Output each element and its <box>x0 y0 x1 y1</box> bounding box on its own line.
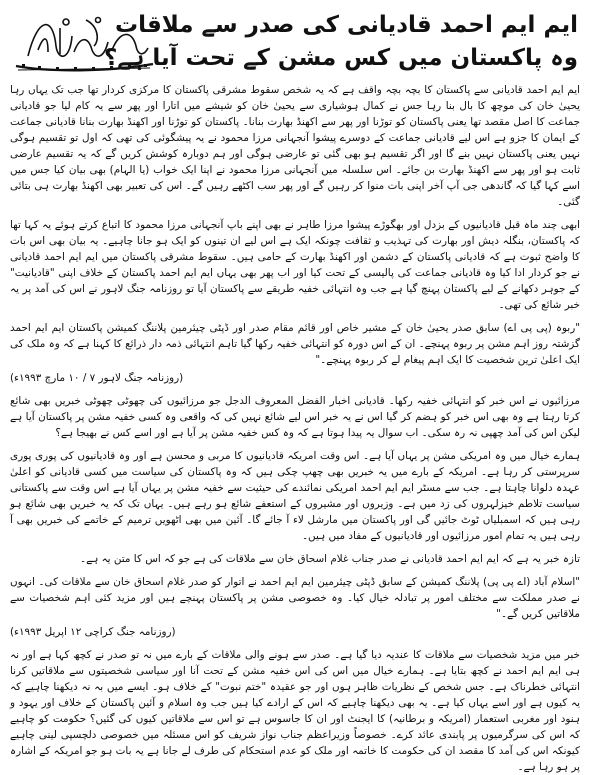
paragraph-5: تازہ خبر یہ ہے کہ ایم ایم احمد قادیانی نے صدر جناب غلام اسحاق خان سے ملاقات کی ہے جو کہ اس کا متن یہ ہے۔ <box>80 553 580 565</box>
citation-2 <box>10 624 580 640</box>
page-header <box>6 4 582 78</box>
headline-line-2: وہ پاکستان میں کس مشن کے تحت آیا ہے؟ <box>104 45 578 71</box>
paragraph-4: ہمارے خیال میں وہ امریکی مشن پر یہاں آیا ہے۔ اس وقت امریکہ قادیانیوں کا مربی و محسن ہے اور وہ قادیانیوں کی پوری پوری سرپرستی کر رہا ہے۔ امریکہ کے بارے میں یہ خبریں بھی چھپ چکی ہیں کہ وہ پاکستان کی سیاست میں کسی قادیانی کو اعلیٰ عہدہ دلوانا چاہتا ہے۔ جب سے مسٹر ایم ایم احمد امریکی نمائندے کی حیثیت سے خفیہ مشن پر یہاں آیا ہے اس وقت سے پاکستانی سیاست تلاطم خیزلہروں کی زد میں ہے۔ وزیروں اور مشیروں کے استعفے شائع ہو رہے ہیں۔ یہاں تک کہ یہ خبریں بھی شائع ہو رہی ہیں کہ اسمبلیاں ٹوٹ جائیں گی اور پاکستان میں مارشل لاء آ جائے گا۔ آئین میں بھی اٹھویں ترمیم کے خاتمے کی خبریں بھی آ رہی ہیں یہ تمام امور مرزائیوں اور قادیانیوں کے مفاد میں ہیں۔ <box>10 450 580 542</box>
headline-line-1: ایم ایم احمد قادیانی کی صدر سے ملاقات <box>114 12 578 38</box>
paragraph-2: ابھی چند ماہ قبل قادیانیوں کے بزدل اور بھگوڑے پیشوا مرزا طاہر نے بھی اپنے باپ آنجہانی مرزا محمود کا اتباع کرتے ہوئے یہ کہا تھا کہ پاکستان، بنگلہ دیش اور بھارت کی تہذیب و ثقافت چونکہ ایک ہے اس لیے ان تینوں کو ایک ہو جانا چاہیے۔ یہ بیان بھی اس بات کا واضح ثبوت ہے کہ قادیانی پاکستان کے دشمن اور اکھنڈ بھارت کے حامی ہیں۔ سقوط مشرقی پاکستان میں ایم ایم احمد قادیانی نے جو کردار ادا کیا وہ قادیانی جماعت کی پالیسی کے تحت کیا اور اب پھر بھی یہاں ایم ایم احمد پاکستان کے خلاف اپنی "قادیانیت" کے جوہر دکھانے کے لیے پاکستان پہنچ گیا ہے جب وہ انتہائی خفیہ طریقے سے پاکستان آیا تو روزنامہ جنگ لاہور نے اس کی آمد پر یہ خبر شائع کی تھی۔ <box>10 219 580 311</box>
paragraph-1: ایم ایم احمد قادیانی سے پاکستان کا بچہ بچہ واقف ہے کہ یہ شخص سقوط مشرقی پاکستان کا مرکزی کردار تھا جب تک یہاں رہا یحییٰ خان کی موچھ کا بال بنا رہا جس نے کمال ہوشیاری سے یحییٰ خان کو شیشے میں اتارا اور پھر سے یہ کام لیا جو قادیانی جماعت کا اصل مقصد تھا یعنی پاکستان کو توڑنا اور پھر سے اکھنڈ بھارت بنانا۔ پاکستان کو توڑنا اور اکھنڈ بھارت بنانا قادیانی جماعت کے ایمان کا جزو ہے اس لیے قادیانی جماعت کے دوسرے پیشوا آنجہانی مرزا محمود نے یہ پیشگوئی کی تھی کہ اول تو تقسیم ہوگی نہیں یعنی پاکستان نہیں بنے گا اور اگر تقسیم ہو بھی گئی تو عارضی ہوگی اور ہم دوبارہ کوشش کریں گے کہ یہ تقسیم عارضی ثابت ہو اور پھر سے اکھنڈ بھارت بن جائے۔ اس سلسلہ میں آنجہانی مرزا محمود نے اپنا ایک خواب (یا الہام) بھی بیان کیا جس میں اسے کہا گیا کہ گاندھی جی آپ آخر اپنی بات منوا کر رہیں گے اور پھر سب اکٹھے رہیں گے۔ اس کی تعبیر بھی اکھنڈ بھارت ہی بتائی گئی۔ <box>10 84 580 208</box>
paragraph-3: مرزائیوں نے اس خبر کو انتہائی خفیہ رکھا۔ قادیانی اخبار الفضل المعروف الدجل جو مرزائیوں کی چھوٹی چھوٹی خبریں بھی شائع کرتا رہتا ہے وہ بھی اس خبر کو ہضم کر گیا اس نے یہ خبر اس لیے شائع نہیں کی کہ واقعی وہ کسی خفیہ مشن پر پاکستان آیا ہے لیکن اس کی آمد چھپی نہ رہ سکی۔ اب سوال یہ پیدا ہوتا ہے کہ وہ کس خفیہ مشن پر آیا ہے اور اسے کس نے بھیجا ہے؟ <box>10 395 580 439</box>
quote-1: "ربوہ (پی پی اے) سابق صدر یحییٰ خان کے مشیر خاص اور قائم مقام صدر اور ڈپٹی چیئرمین پلاننگ کمیشن پاکستان ایم ایم احمد گزشتہ روز اہم مشن پر ربوہ پہنچے۔ ان کے اس دورہ کو انتہائی خفیہ رکھا گیا تاہم انتہائی ذمہ دار ذرائع کا کہنا ہے کہ وہ ملک کی ایک اعلیٰ ترین شخصیت کا ایک اہم پیغام لے کر ربوہ پہنچے۔" <box>10 322 580 366</box>
paragraph-6: خبر میں مزید شخصیات سے ملاقات کا عندیہ دیا گیا ہے۔ صدر سے ہونے والی ملاقات کے بارے میں نہ تو صدر نے کچھ کہا ہے اور نہ ہی ایم ایم احمد نے کچھ بتایا ہے۔ ہمارے خیال میں اس کی اس خفیہ مشن کے تحت آنا اور سیاسی شخصیتوں سے ملاقاتیں کرنا انتہائی خطرناک ہے۔ جس شخص کے نظریات ظاہر ہوں اور جو عقیدہ "ختم نبوت" کے خلاف ہو۔ ایسے میں بہ نہ دیکھنا چاہیے کہ یہ کیوں ہے اور اسے یہاں کیا ہے۔ یہ بھی دیکھنا چاہیے کہ اس کے ارادے کیا ہیں جب وہ اسلام و آئین پاکستان کے خلاف اور یہود و ہنود اور مغربی استعمار (امریکہ و برطانیہ) کا ایجنٹ اور ان کا جاسوس ہے تو اس سے ملاقاتیں کیوں کی گئیں؟ حکومت کو چاہیے کہ اس کی سرگرمیوں پر پابندی عائد کرے۔ خصوصاً وزیراعظم جناب نواز شریف کو اس مسئلہ میں خصوصی دلچسپی لینی چاہیے کیونکہ اس کی آمد کا مقصد ان کی حکومت کا خاتمہ اور ملک کو عدم استحکام کی طرف لے جانا ہے یہ بات ہو جو امریکہ کے اشارہ پر ہو رہا ہے۔ <box>10 649 580 773</box>
citation-1-text: (روزنامہ جنگ لاہور ۷ / ۱۰ مارچ ۱۹۹۳ء) <box>10 372 184 384</box>
article-body <box>10 82 580 773</box>
quote-2: "اسلام آباد (اے پی پی) پلاننگ کمیشن کے سابق ڈپٹی چیئرمین ایم ایم احمد نے اتوار کو صدر غلام اسحاق خان سے ملاقات کی۔ انہوں نے صدر مملکت سے مختلف امور پر تبادلہ خیال کیا۔ وہ خصوصی مشن پر پاکستان پہنچے ہیں اور مزید کئی اہم شخصیات سے ملاقاتیں کریں گے۔" <box>10 576 580 620</box>
headline <box>104 8 578 74</box>
citation-2-text: (روزنامہ جنگ کراچی ۱۲ اپریل ۱۹۹۳ء) <box>10 626 176 638</box>
citation-1 <box>10 370 580 386</box>
